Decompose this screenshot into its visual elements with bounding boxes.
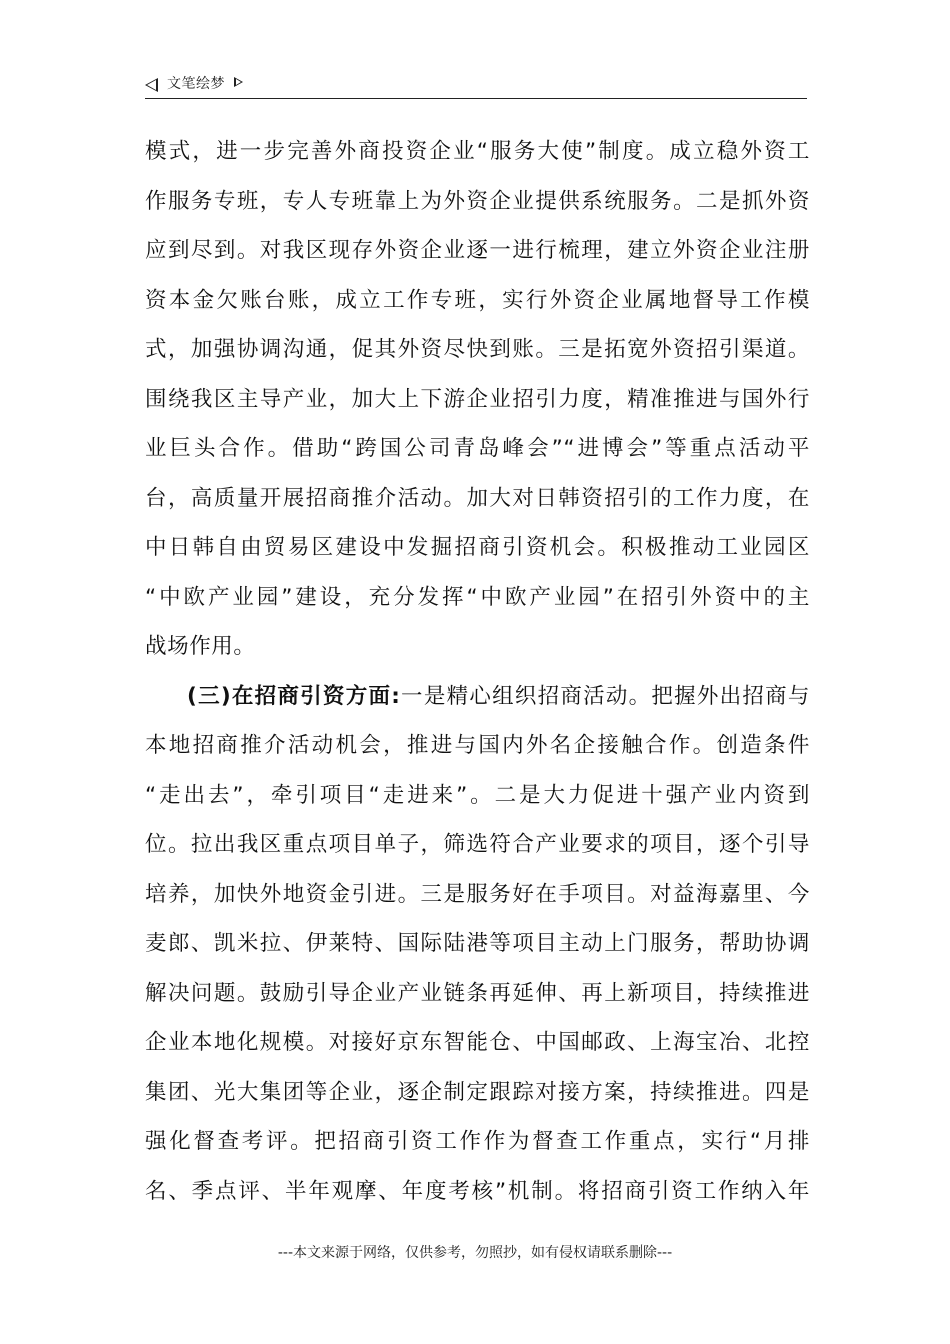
text-line: 麦郎、凯米拉、伊莱特、国际陆港等项目主动上门服务，帮助协调 [145,931,810,956]
text-line: 中日韩自由贸易区建设中发掘招商引资机会。积极推动工业园区 [145,535,810,560]
text-line: “中欧产业园”建设，充分发挥“中欧产业园”在招引外资中的主 [145,584,810,610]
paragraph-investment-attraction [145,672,810,1217]
text-segment: 一是精心组织招商活动。把握外出招商与 [400,683,810,709]
text-line: 模式，进一步完善外商投资企业“服务大使”制度。成立稳外资工 [145,139,810,164]
text-line: 名、季点评、半年观摩、年度考核”机制。将招商引资工作纳入年 [145,1178,810,1204]
text-line: 台，高质量开展招商推介活动。加大对日韩资招引的工作力度，在 [145,485,810,511]
paragraph-foreign-investment [145,127,810,672]
text-line: 应到尽到。对我区现存外资企业逐一进行梳理，建立外资企业注册 [145,238,810,263]
text-line: 解决问题。鼓励引导企业产业链条再延伸、再上新项目，持续推进 [145,980,810,1006]
text-line: 本地招商推介活动机会，推进与国内外名企接触合作。创造条件 [145,733,810,758]
text-line: 围绕我区主导产业，加大上下游企业招引力度，精准推进与国外行 [145,386,810,412]
text-line: “走出去”，牵引项目“走进来”。二是大力促进十强产业内资到 [145,782,810,808]
text-line: 业巨头合作。借助“跨国公司青岛峰会”“进博会”等重点活动平 [145,436,810,461]
text-line: 式，加强协调沟通，促其外资尽快到账。三是拓宽外资招引渠道。 [145,337,810,362]
text-line-first [145,672,810,722]
text-line: 位。拉出我区重点项目单子，筛选符合产业要求的项目，逐个引导 [145,832,810,857]
text-line: 战场作用。 [145,634,256,659]
text-line: 资本金欠账台账，成立工作专班，实行外资企业属地督导工作模 [145,287,810,313]
header-brand: 文笔绘梦 [167,76,225,92]
text-line: 企业本地化规模。对接好京东智能仓、中国邮政、上海宝冶、北控 [145,1030,810,1055]
text-line: 作服务专班，专人专班靠上为外资企业提供系统服务。二是抓外资 [145,188,810,214]
document-body [145,127,810,1216]
text-line: 强化督查考评。把招商引资工作作为督查工作重点，实行“月排 [145,1129,810,1154]
footer-disclaimer: ---本文来源于网络，仅供参考，勿照抄，如有侵权请联系删除--- [277,1245,673,1261]
page-header [145,72,807,99]
section-heading: (三)在招商引资方面: [187,683,401,709]
right-triangle-icon [234,77,243,87]
left-triangle-icon [145,78,158,92]
text-line: 培养，加快外地资金引进。三是服务好在手项目。对益海嘉里、今 [145,881,810,907]
text-line: 集团、光大集团等企业，逐企制定跟踪对接方案，持续推进。四是 [145,1079,810,1105]
